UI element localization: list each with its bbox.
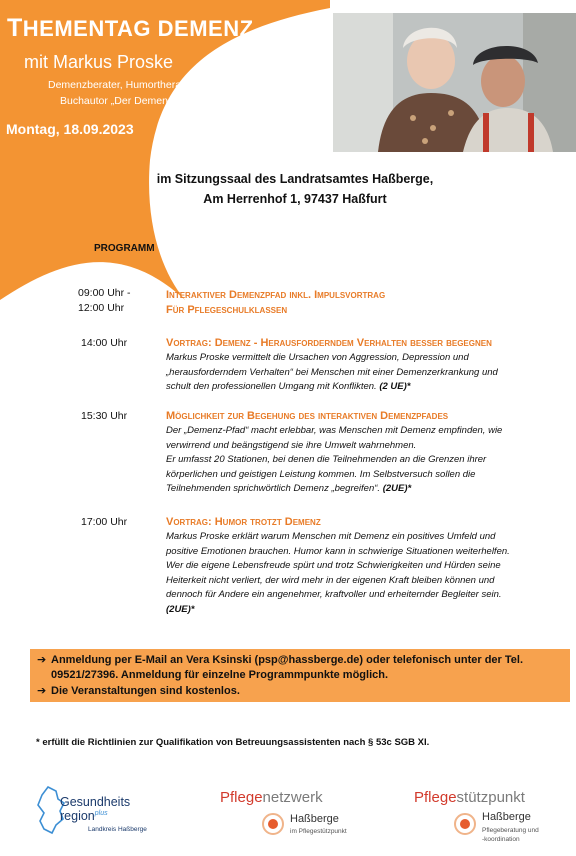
info-row-1: [37, 653, 523, 667]
logo-subtext: Landkreis Haßberge: [88, 826, 147, 833]
desc-line: [166, 482, 551, 497]
logo-word-2: netzwerk: [262, 789, 323, 806]
desc-line: Er umfasst 20 Stationen, bei denen die Teilnehmenden an die Grenzen ihrer: [166, 454, 487, 465]
event-date: Montag, 18.09.2023: [6, 121, 134, 137]
logo-word-1: Pflege: [414, 789, 457, 806]
venue-line-1: im Sitzungssaal des Landratsamtes Haßberge,: [156, 172, 434, 186]
program-description-4: [166, 530, 551, 617]
program-description-2: [166, 351, 551, 395]
desc-line: [166, 380, 551, 395]
program-title-3: Möglichkeit zur Begehung des interaktiven Demenzpfades: [166, 410, 449, 422]
logo-pflegestuetzpunkt-title: [414, 789, 525, 806]
heart-circle-icon: [262, 813, 284, 835]
desc-text: Teilnehmenden sprichwörtlich Demenz „begreifen“.: [166, 483, 381, 494]
speaker-roles-line-2: Buchautor „Der Demenz Knigge“: [60, 95, 213, 107]
desc-line: „herausforderndem Verhalten“ bei Menschen mit einer Demenzerkrankung und: [166, 366, 498, 378]
info-text: Anmeldung per E-Mail an Vera Ksinski (psp@hassberge.de) oder telefonisch unter der Tel.: [51, 654, 524, 666]
logo-text-gesundheits: Gesundheits: [60, 795, 131, 809]
desc-line: Der „Demenz-Pfad“ macht erlebbar, was Menschen mit Demenz empfinden, wie: [166, 425, 503, 436]
program-title-2: Vortrag: Demenz - Herausforderndem Verhalten besser begegnen: [166, 337, 492, 349]
logo-word-1: Pflege: [220, 789, 263, 806]
desc-line: Markus Proske erklärt warum Menschen mit Demenz ein positives Umfeld und: [166, 531, 496, 542]
registration-info-box: [30, 649, 570, 702]
desc-line: Heiterkeit nicht verliert, der wird mehr in der eigenen Kraft bleiben können und: [166, 574, 495, 586]
info-row-2: [37, 684, 240, 698]
program-title-1-line-2: Für Pflegeschulklassen: [166, 304, 288, 316]
desc-line: verwirrend und beängstigend sie ihre Umwelt wahrnehmen.: [166, 439, 417, 451]
credit-units: (2UE)*: [382, 483, 412, 494]
arrow-right-icon: ➔: [37, 685, 47, 697]
logo-pflegenetzwerk-title: [220, 789, 323, 806]
program-time-2: 14:00 Uhr: [81, 337, 128, 349]
pflegestuetzpunkt-logo: [414, 789, 564, 851]
desc-line: Wer die eigene Lebensfreude spürt und trotz Schwierigkeiten und Hürden seine: [166, 560, 501, 571]
logo-text-region: [60, 809, 108, 823]
program-description-3: [166, 424, 551, 497]
logo-subtitle: Haßberge: [290, 813, 339, 825]
speaker-roles-line-1: Demenzberater, Humortherapeut,: [48, 79, 205, 91]
time-start: 09:00 Uhr -: [78, 287, 131, 299]
time-end: 12:00 Uhr: [78, 302, 125, 314]
credit-units: (2UE)*: [166, 603, 195, 615]
desc-line: körperlichen und geistigen Leistung kommen. Im Selbstversuch sollen die: [166, 468, 476, 480]
desc-line: Markus Proske vermittelt die Ursachen von Aggression, Depression und: [166, 352, 469, 363]
info-text: Die Veranstaltungen sind kostenlos.: [51, 685, 240, 697]
credit-units: (2 UE)*: [379, 381, 411, 392]
logo-plus: plus: [94, 809, 108, 817]
event-title: THEMENTAG DEMENZ: [7, 14, 254, 42]
program-time-4: 17:00 Uhr: [81, 516, 128, 528]
pflegenetzwerk-logo: [220, 789, 360, 849]
logo-region-word: region: [60, 809, 95, 823]
header-photo: [333, 13, 576, 152]
desc-text: schult den professionellen Umgang mit Konflikten.: [166, 381, 377, 392]
desc-line: positive Emotionen brauchen. Humor kann in schwierige Situationen weiterhelfen.: [166, 545, 510, 557]
program-title-4: Vortrag: Humor trotzt Demenz: [166, 516, 321, 528]
venue-line-2: Am Herrenhof 1, 97437 Haßfurt: [203, 192, 387, 206]
program-title-1-line-1: Interaktiver Demenzpfad inkl. Impulsvortrag: [166, 289, 386, 301]
heart-circle-icon: [454, 813, 476, 835]
info-row-1-cont: 09521/27396. Anmeldung für einzelne Programmpunkte möglich.: [51, 669, 389, 681]
gesundheitsregion-logo: [36, 783, 186, 843]
logo-subtext: im Pflegestützpunkt: [290, 828, 347, 835]
logo-word-2: stützpunkt: [456, 789, 525, 806]
arrow-right-icon: ➔: [37, 654, 47, 666]
program-time-3: 15:30 Uhr: [81, 410, 128, 422]
program-heading: PROGRAMM: [94, 243, 155, 254]
desc-line: dennoch für Andere ein angenehmer, kraftvoller und erheiternder Begleiter sein.: [166, 589, 502, 600]
program-title-1: [166, 288, 566, 318]
logo-subtext: -koordination: [482, 836, 520, 843]
speaker-name: mit Markus Proske: [24, 52, 174, 72]
footnote: * erfüllt die Richtlinien zur Qualifikation von Betreuungsassistenten nach § 53c SGB XI.: [36, 737, 430, 748]
logo-subtext: Pflegeberatung und: [482, 827, 539, 834]
program-time-1: [78, 286, 131, 316]
logo-subtitle: Haßberge: [482, 811, 531, 823]
venue-address: [130, 169, 460, 209]
